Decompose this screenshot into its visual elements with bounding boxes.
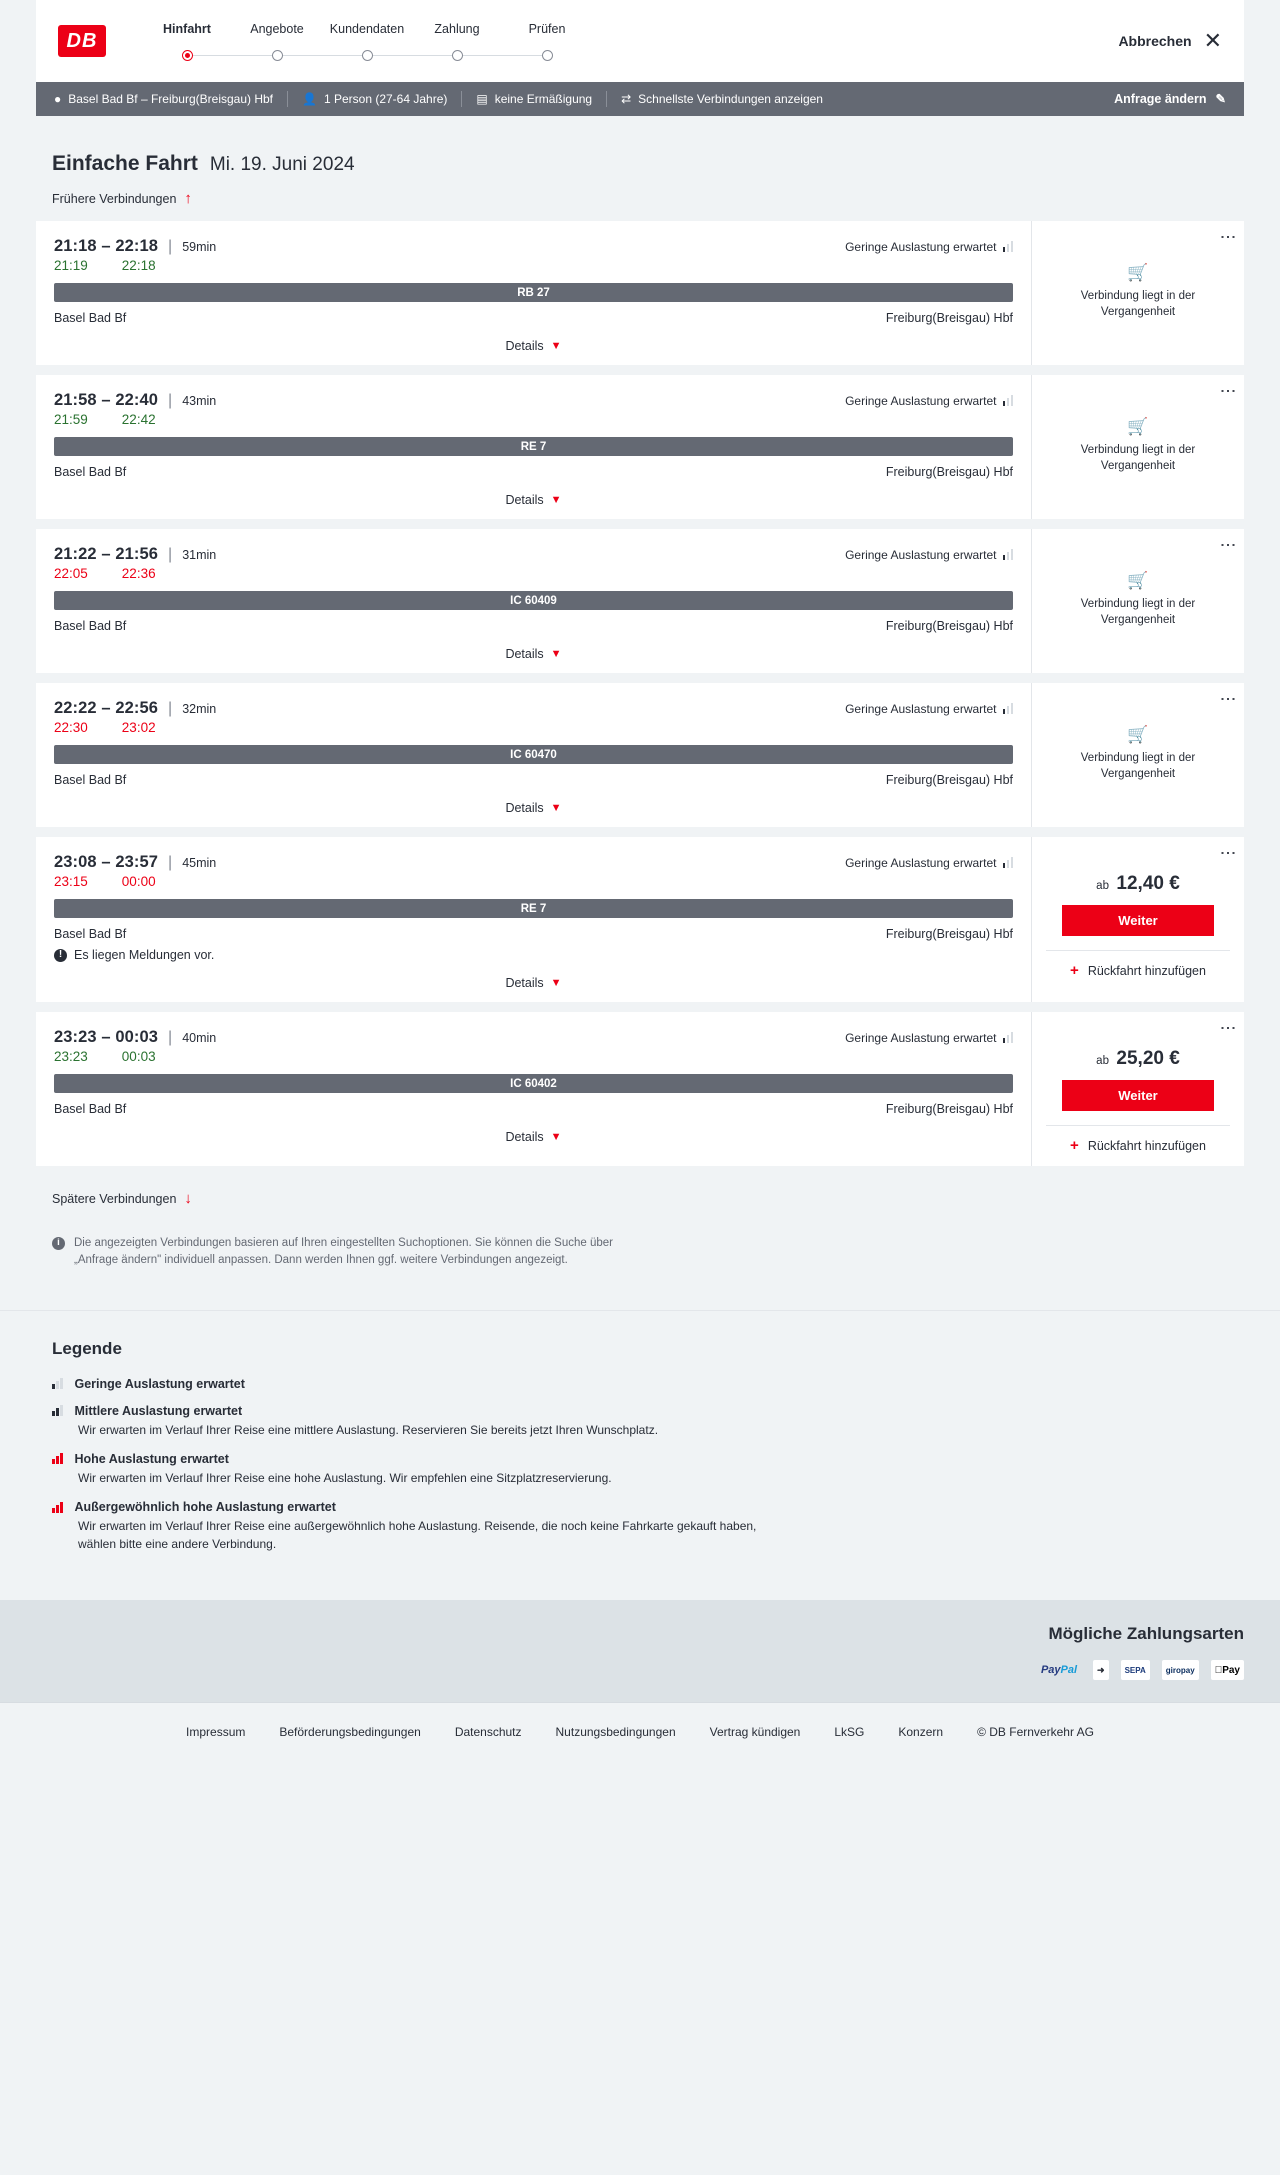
more-options-icon[interactable]: ⋮ — [1219, 229, 1236, 245]
legend-item — [52, 1377, 1228, 1391]
cancel-button[interactable] — [1118, 30, 1222, 52]
legend-item-desc: Wir erwarten im Verlauf Ihrer Reise eine hohe Auslastung. Wir empfehlen eine Sitzplatzreservierung. — [78, 1470, 612, 1485]
details-label: Details — [505, 339, 544, 353]
spacer — [98, 1049, 112, 1064]
connection-card[interactable] — [36, 837, 1244, 1002]
legend-item-head — [52, 1404, 1228, 1418]
page-title: Einfache Fahrt — [52, 152, 198, 175]
arrow-down-icon: ↓ — [184, 1190, 192, 1207]
past-connection-note — [1046, 263, 1230, 320]
realtime-departure: 21:59 — [54, 412, 88, 427]
connection-card[interactable] — [36, 683, 1244, 827]
step-dot — [362, 50, 373, 61]
spacer — [98, 720, 112, 735]
giropay-logo: giropay — [1162, 1660, 1199, 1680]
destination-station: Freiburg(Breisgau) Hbf — [885, 927, 1013, 941]
chevron-down-icon: ▼ — [550, 494, 562, 506]
occupancy-indicator — [845, 856, 1013, 870]
footer-link-lksg[interactable]: LkSG — [834, 1725, 865, 1740]
connection-card[interactable] — [36, 1012, 1244, 1166]
footer-link-vertrag-kuendigen[interactable]: Vertrag kündigen — [709, 1725, 801, 1740]
past-connection-label: Verbindung liegt in der Vergangenheit — [1080, 444, 1196, 472]
step-pruefen[interactable] — [502, 20, 592, 62]
occupancy-indicator — [845, 548, 1013, 562]
destination-station: Freiburg(Breisgau) Hbf — [885, 773, 1013, 787]
origin-station: Basel Bad Bf — [54, 465, 127, 479]
origin-station: Basel Bad Bf — [54, 773, 127, 787]
connection-duration: 31min — [182, 547, 217, 562]
occupancy-indicator — [845, 1031, 1013, 1045]
paypal-logo: Pay Pal — [1040, 1664, 1078, 1677]
step-dot-wrap — [142, 48, 232, 62]
add-return-trip-label: Rückfahrt hinzufügen — [1087, 1138, 1206, 1153]
occupancy-indicator — [845, 702, 1013, 716]
step-angebote[interactable] — [232, 20, 322, 62]
occupancy-indicator — [845, 394, 1013, 408]
details-label: Details — [505, 976, 544, 990]
footer-copyright: © DB Fernverkehr AG — [977, 1725, 1094, 1740]
spacer — [98, 874, 112, 889]
chevron-down-icon: ▼ — [550, 648, 562, 660]
cart-crossed-icon: 🛒 — [1127, 725, 1149, 745]
cart-crossed-icon: 🛒 — [1127, 417, 1149, 437]
step-dot-wrap — [322, 48, 412, 62]
footer — [0, 1702, 1280, 1761]
price-prefix: ab — [1096, 880, 1109, 892]
step-dot-active — [182, 50, 193, 61]
more-options-icon[interactable]: ⋮ — [1219, 845, 1236, 861]
details-label: Details — [505, 1130, 544, 1144]
realtime-arrival: 00:00 — [121, 874, 156, 889]
connection-time-range: 21:18 – 22:18 — [54, 237, 159, 255]
destination-station: Freiburg(Breisgau) Hbf — [885, 1102, 1013, 1116]
occupancy-label: Geringe Auslastung erwartet — [845, 855, 997, 870]
train-badge: IC 60402 — [54, 1074, 1013, 1093]
info-icon: i — [52, 1237, 65, 1250]
details-toggle[interactable] — [54, 479, 1013, 519]
realtime-departure: 22:30 — [54, 720, 88, 735]
stations-row — [54, 619, 1013, 633]
connection-message[interactable] — [54, 948, 1013, 962]
earlier-label: Frühere Verbindungen — [52, 191, 177, 206]
realtime-departure: 22:05 — [54, 566, 88, 581]
chevron-down-icon: ▼ — [550, 340, 562, 352]
realtime-arrival: 23:02 — [121, 720, 156, 735]
legend-item-head — [52, 1377, 1228, 1391]
chevron-down-icon: ▼ — [550, 1131, 562, 1143]
realtime-times — [54, 1049, 1013, 1064]
realtime-times — [54, 258, 1013, 273]
connection-time-range: 23:23 – 00:03 — [54, 1028, 159, 1046]
past-connection-note — [1046, 571, 1230, 628]
chevron-down-icon: ▼ — [550, 802, 562, 814]
occupancy-overload-icon — [52, 1502, 63, 1513]
occupancy-label: Geringe Auslastung erwartet — [845, 393, 997, 408]
details-toggle[interactable] — [54, 787, 1013, 827]
past-connection-note — [1046, 725, 1230, 782]
legend-item-label: Mittlere Auslastung erwartet — [74, 1403, 243, 1418]
legend-title: Legende — [52, 1338, 122, 1358]
footer-link-nutzungsbedingungen[interactable]: Nutzungsbedingungen — [555, 1725, 676, 1740]
stations-row — [54, 311, 1013, 325]
summary-passengers[interactable] — [288, 91, 462, 107]
connection-duration: 43min — [182, 393, 217, 408]
continue-button[interactable]: Weiter — [1062, 1080, 1214, 1111]
card-icon: ▤ — [476, 92, 488, 106]
header-bar — [36, 0, 1244, 82]
train-badge: IC 60409 — [54, 591, 1013, 610]
realtime-arrival: 22:36 — [121, 566, 156, 581]
pencil-icon: ✎ — [1215, 91, 1226, 106]
step-dot — [542, 50, 553, 61]
legend-item-desc: Wir erwarten im Verlauf Ihrer Reise eine mittlere Auslastung. Reservieren Sie bereits jetzt Ihren Wunschplatz. — [78, 1422, 659, 1437]
more-options-icon[interactable]: ⋮ — [1219, 1020, 1236, 1036]
connection-details — [36, 1012, 1032, 1166]
connection-row-top — [54, 699, 1013, 718]
later-connections-button[interactable] — [36, 1176, 1244, 1221]
footer-link-befoerderungsbedingungen[interactable]: Beförderungsbedingungen — [279, 1725, 421, 1740]
occupancy-bars-icon — [1003, 549, 1014, 560]
train-badge: IC 60470 — [54, 745, 1013, 764]
summary-discount-label: keine Ermäßigung — [494, 92, 593, 106]
spacer — [98, 412, 112, 427]
connection-details — [36, 683, 1032, 827]
more-options-icon[interactable]: ⋮ — [1219, 691, 1236, 707]
payment-methods-title: Mögliche Zahlungsarten — [1048, 1624, 1244, 1644]
add-return-trip-label: Rückfahrt hinzufügen — [1087, 963, 1206, 978]
db-logo[interactable]: DB — [58, 25, 106, 57]
details-label: Details — [505, 493, 544, 507]
divider: | — [168, 545, 173, 563]
connection-action-panel — [1032, 1012, 1244, 1166]
connection-details — [36, 221, 1032, 365]
summary-passengers-label: 1 Person (27-64 Jahre) — [323, 92, 448, 106]
connection-row-top — [54, 237, 1013, 256]
summary-route-label: Basel Bad Bf – Freiburg(Breisgau) Hbf — [68, 92, 274, 106]
step-dot-wrap — [502, 48, 592, 62]
connection-duration: 40min — [182, 1030, 217, 1045]
step-dot-wrap — [412, 48, 502, 62]
realtime-times — [54, 566, 1013, 581]
info-icon: ! — [54, 949, 67, 962]
earlier-connections-button[interactable] — [36, 176, 1244, 221]
occupancy-bars-icon — [52, 1405, 63, 1416]
legend-item-label: Außergewöhnlich hohe Auslastung erwartet — [74, 1500, 336, 1515]
train-badge: RB 27 — [54, 283, 1013, 302]
footer-link-datenschutz[interactable]: Datenschutz — [454, 1725, 522, 1740]
realtime-times — [54, 874, 1013, 889]
price-amount: 25,20 € — [1116, 1048, 1180, 1069]
realtime-departure: 23:23 — [54, 1049, 88, 1064]
details-label: Details — [505, 801, 544, 815]
connection-action-panel — [1032, 683, 1244, 827]
legend-item — [52, 1500, 1228, 1553]
connection-details — [36, 837, 1032, 1002]
realtime-departure: 23:15 — [54, 874, 88, 889]
connection-duration: 45min — [182, 855, 217, 870]
train-badge: RE 7 — [54, 437, 1013, 456]
person-icon: 👤 — [302, 92, 317, 106]
divider: | — [168, 1028, 173, 1046]
details-toggle[interactable] — [54, 325, 1013, 365]
connection-card[interactable] — [36, 375, 1244, 519]
chevron-down-icon: ▼ — [550, 977, 562, 989]
legend-item — [52, 1452, 1228, 1487]
step-label: Hinfahrt — [163, 22, 211, 36]
past-connection-label: Verbindung liegt in der Vergangenheit — [1080, 290, 1196, 318]
realtime-arrival: 22:42 — [121, 412, 156, 427]
realtime-departure: 21:19 — [54, 258, 88, 273]
price-amount: 12,40 € — [1116, 873, 1180, 894]
connection-action-panel — [1032, 375, 1244, 519]
occupancy-label: Geringe Auslastung erwartet — [845, 701, 997, 716]
occupancy-bars-icon — [1003, 1032, 1014, 1043]
plus-icon: + — [1070, 962, 1079, 979]
step-dot — [452, 50, 463, 61]
payment-logos — [1037, 1660, 1244, 1680]
stations-row — [54, 465, 1013, 479]
past-connection-label: Verbindung liegt in der Vergangenheit — [1080, 752, 1196, 780]
divider: | — [168, 853, 173, 871]
origin-station: Basel Bad Bf — [54, 311, 127, 325]
legend-item-desc: Wir erwarten im Verlauf Ihrer Reise eine außergewöhnlich hohe Auslastung. Reisende, die noch keine Fahrkarte gekauft haben, wählen bitte eine andere Verbindung. — [78, 1519, 757, 1551]
step-label: Angebote — [250, 22, 304, 36]
occupancy-bars-icon — [1003, 395, 1014, 406]
legend-item-head — [52, 1500, 1228, 1514]
cart-crossed-icon: 🛒 — [1127, 571, 1149, 591]
occupancy-bars-icon — [1003, 857, 1014, 868]
spacer — [98, 566, 112, 581]
legend-item-head — [52, 1452, 1228, 1466]
legend-section — [0, 1310, 1280, 1601]
legend-item-label: Geringe Auslastung erwartet — [74, 1376, 245, 1391]
travel-date: Mi. 19. Juni 2024 — [209, 154, 355, 175]
connection-row-top — [54, 853, 1013, 872]
past-connection-label: Verbindung liegt in der Vergangenheit — [1080, 598, 1196, 626]
stations-row — [54, 927, 1013, 941]
step-label: Zahlung — [434, 22, 480, 36]
add-return-trip-button[interactable] — [1046, 1125, 1230, 1154]
connection-details — [36, 529, 1032, 673]
step-dot — [272, 50, 283, 61]
details-label: Details — [505, 647, 544, 661]
step-zahlung[interactable] — [412, 20, 502, 62]
continue-button[interactable]: Weiter — [1062, 905, 1214, 936]
connection-card[interactable] — [36, 221, 1244, 365]
connection-time-range: 22:22 – 22:56 — [54, 699, 159, 717]
occupancy-indicator — [845, 240, 1013, 254]
booking-stepper — [142, 20, 1118, 62]
occupancy-bars-icon — [52, 1378, 63, 1389]
plus-icon: + — [1070, 1137, 1079, 1154]
occupancy-label: Geringe Auslastung erwartet — [845, 547, 997, 562]
summary-route[interactable] — [50, 91, 288, 107]
connection-action-panel — [1032, 221, 1244, 365]
destination-station: Freiburg(Breisgau) Hbf — [885, 311, 1013, 325]
origin-station: Basel Bad Bf — [54, 1102, 127, 1116]
connection-row-top — [54, 391, 1013, 410]
summary-discount[interactable] — [462, 91, 607, 107]
search-options-note-text: Die angezeigten Verbindungen basieren auf Ihren eingestellten Suchoptionen. Sie können die Suche über „Anfrage ändern" individuell anpassen. Dann werden Ihnen ggf. weitere Verbindungen angezeigt. — [74, 1237, 613, 1267]
connection-duration: 59min — [182, 239, 217, 254]
train-badge: RE 7 — [54, 899, 1013, 918]
cart-crossed-icon: 🛒 — [1127, 263, 1149, 283]
sort-icon: ⇄ — [621, 92, 632, 106]
footer-link-konzern[interactable]: Konzern — [898, 1725, 944, 1740]
occupancy-label: Geringe Auslastung erwartet — [845, 1030, 997, 1045]
more-options-icon[interactable]: ⋮ — [1219, 537, 1236, 553]
divider: | — [168, 699, 173, 717]
origin-station: Basel Bad Bf — [54, 927, 127, 941]
step-dot-wrap — [232, 48, 322, 62]
summary-sorting[interactable] — [607, 91, 837, 107]
stations-row — [54, 773, 1013, 787]
later-label: Spätere Verbindungen — [52, 1191, 177, 1206]
past-connection-note — [1046, 417, 1230, 474]
destination-station: Freiburg(Breisgau) Hbf — [885, 465, 1013, 479]
legend-item — [52, 1404, 1228, 1439]
spacer — [98, 258, 112, 273]
change-request-button[interactable] — [1114, 92, 1230, 106]
location-pin-icon: ● — [54, 92, 62, 106]
details-toggle[interactable] — [54, 633, 1013, 673]
sofort-logo: ➜ — [1093, 1660, 1109, 1680]
payment-methods-section — [0, 1600, 1280, 1702]
details-toggle[interactable] — [54, 962, 1013, 1002]
connection-row-top — [54, 1028, 1013, 1047]
connection-card[interactable] — [36, 529, 1244, 673]
arrow-up-icon: ↑ — [184, 190, 192, 207]
more-options-icon[interactable]: ⋮ — [1219, 383, 1236, 399]
applepay-logo: Pay — [1211, 1660, 1244, 1680]
occupancy-bars-icon — [1003, 241, 1014, 252]
price-block — [1096, 873, 1180, 895]
footer-link-impressum[interactable]: Impressum — [186, 1725, 246, 1740]
realtime-times — [54, 412, 1013, 427]
connection-action-panel — [1032, 837, 1244, 1002]
connection-message-label: Es liegen Meldungen vor. — [74, 948, 215, 962]
close-icon[interactable]: ✕ — [1203, 28, 1222, 53]
details-toggle[interactable] — [54, 1116, 1013, 1156]
realtime-arrival: 22:18 — [121, 258, 156, 273]
destination-station: Freiburg(Breisgau) Hbf — [885, 619, 1013, 633]
step-label: Prüfen — [528, 22, 566, 36]
connection-time-range: 21:22 – 21:56 — [54, 545, 159, 563]
connection-details — [36, 375, 1032, 519]
connection-duration: 32min — [182, 701, 217, 716]
step-hinfahrt[interactable] — [142, 20, 232, 62]
occupancy-bars-icon — [52, 1453, 63, 1464]
price-block — [1096, 1048, 1180, 1070]
stations-row — [54, 1102, 1013, 1116]
connection-time-range: 23:08 – 23:57 — [54, 853, 159, 871]
connection-action-panel — [1032, 529, 1244, 673]
occupancy-bars-icon — [1003, 703, 1014, 714]
cancel-label: Abbrechen — [1118, 33, 1192, 49]
price-prefix: ab — [1096, 1055, 1109, 1067]
divider: | — [168, 237, 173, 255]
summary-sorting-label: Schnellste Verbindungen anzeigen — [638, 92, 823, 106]
origin-station: Basel Bad Bf — [54, 619, 127, 633]
step-label: Kundendaten — [329, 22, 405, 36]
realtime-arrival: 00:03 — [121, 1049, 156, 1064]
legend-item-label: Hohe Auslastung erwartet — [74, 1451, 229, 1466]
results-area — [36, 116, 1244, 1270]
step-kundendaten[interactable] — [322, 20, 412, 62]
results-heading — [36, 116, 1244, 176]
search-options-note — [36, 1221, 676, 1270]
connection-row-top — [54, 545, 1013, 564]
search-summary-bar — [36, 82, 1244, 116]
change-request-label: Anfrage ändern — [1114, 92, 1207, 106]
occupancy-label: Geringe Auslastung erwartet — [845, 239, 997, 254]
connection-time-range: 21:58 – 22:40 — [54, 391, 159, 409]
divider: | — [168, 391, 173, 409]
add-return-trip-button[interactable] — [1046, 950, 1230, 979]
realtime-times — [54, 720, 1013, 735]
sepa-logo: SEPA — [1121, 1660, 1150, 1680]
